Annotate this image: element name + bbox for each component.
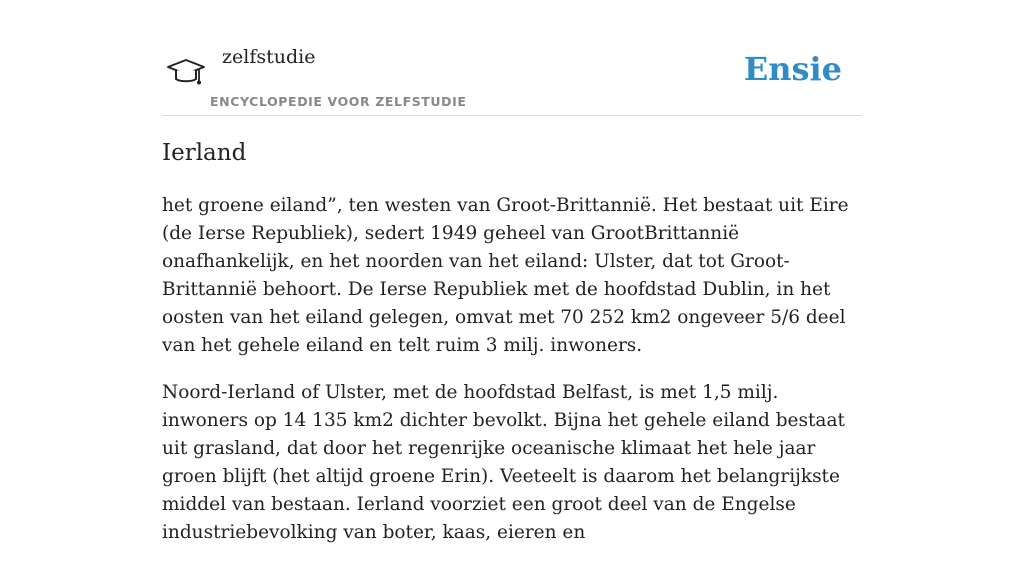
brand-logo-link[interactable]: Ensie: [743, 50, 842, 88]
site-name[interactable]: zelfstudie: [222, 46, 316, 68]
site-header: [162, 0, 862, 116]
site-tagline: ENCYCLOPEDIE VOOR ZELFSTUDIE: [210, 94, 467, 109]
page: [162, 0, 862, 543]
article-title: Ierland: [162, 140, 247, 166]
article-paragraph: Noord-Ierland of Ulster, met de hoofdstad Belfast, is met 1,5 milj. inwoners op 14 135 km2 dichter bevolkt. Bijna het gehele eiland bestaat uit grasland, dat door het regenrijke oceanische klimaat het hele jaar groen blijft (het altijd groene Erin). Veeteelt is daarom het belangrijkste middel van bestaan. Ierland voorziet een groot deel van de Engelse industriebevolking van boter, kaas, eieren en: [162, 382, 845, 543]
article-body: [162, 192, 862, 566]
graduation-cap-icon[interactable]: [166, 52, 206, 92]
article-paragraph: het groene eiland”, ten westen van Groot-Brittannië. Het bestaat uit Eire (de Ierse Republiek), sedert 1949 geheel van GrootBrittannië onafhankelijk, en het noorden van het eiland: Ulster, dat tot Groot-Brittannië behoort. De Ierse Republiek met de hoofdstad Dublin, in het oosten van het eiland gelegen, omvat met 70 252 km2 ongeveer 5/6 deel van het gehele eiland en telt ruim 3 milj. inwoners.: [162, 195, 849, 356]
